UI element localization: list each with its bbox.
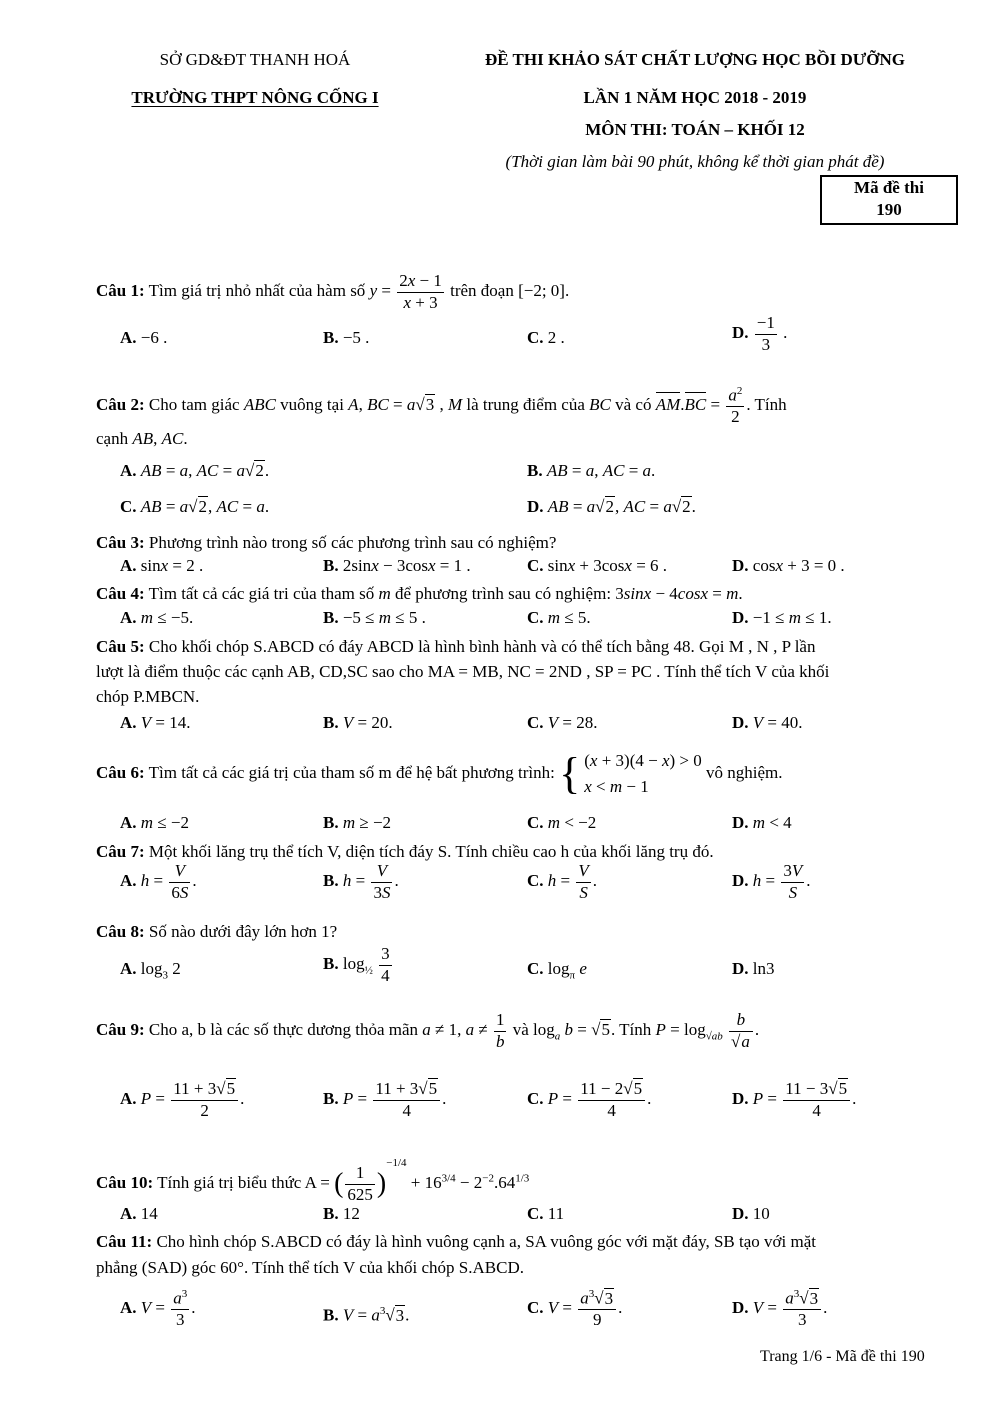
- question-text: và: [512, 1020, 529, 1040]
- question-text: vuông tại: [280, 394, 344, 414]
- question-5-line3: chóp P.MBCN.: [96, 687, 200, 706]
- option-b: B. $V = a^3√3$.: [323, 1305, 410, 1325]
- school-name: [100, 88, 410, 108]
- option-a: A. V = $\frac{a^3}{3}$ .: [120, 1288, 196, 1330]
- question-text: trên đoạn: [450, 281, 514, 301]
- question-text: là trung điểm của: [466, 394, 585, 414]
- question-label: Câu 4:: [96, 584, 145, 603]
- exam-code-box: [820, 175, 958, 225]
- question-text: Tìm giá trị nhỏ nhất của hàm số: [148, 281, 366, 301]
- option-a: A. −6 .: [120, 328, 168, 347]
- option-c: C. m < −2: [527, 813, 597, 832]
- option-b: B. 12: [323, 1204, 360, 1223]
- question-2-line2: cạnh AB, AC.: [96, 429, 188, 448]
- option-a: A. m ≤ −5.: [120, 608, 194, 627]
- question-2: Câu 2: Cho tam giác ABC vuông tại A, BC = a√3 , M là trung điểm của BC và có AM.BC = $\frac{a^2}{2}$ . Tính: [96, 385, 787, 427]
- question-text: Tính giá trị biểu thức: [157, 1173, 302, 1192]
- exam-subject: MÔN THI: TOÁN – KHỐI 12: [585, 120, 805, 139]
- department-name: SỞ GD&ĐT THANH HOÁ: [159, 50, 351, 69]
- question-text: Một khối lăng trụ thể tích V, diện tích đáy S. Tính chiều cao h của khối lăng trụ đó.: [148, 842, 714, 861]
- question-label: Câu 8:: [96, 922, 145, 941]
- exam-title: ĐỀ THI KHẢO SÁT CHẤT LƯỢNG HỌC BỒI DƯỠNG: [484, 50, 906, 69]
- option-d: D. cosx + 3 = 0 .: [732, 556, 845, 575]
- question-5-line2: lượt là điểm thuộc các cạnh AB, CD,SC sao cho MA = MB, NC = 2ND , SP = PC . Tính thể tích V của khối: [96, 662, 830, 681]
- option-a: A. 14: [120, 1204, 158, 1223]
- question-label: Câu 10:: [96, 1173, 154, 1192]
- question-text: Cho khối chóp S.ABCD có đáy ABCD là hình bình hành và có thể tích bằng 48. Gọi M , N , P lần: [148, 637, 816, 656]
- question-1: Câu 1: Tìm giá trị nhỏ nhất của hàm số y = $\frac{2x - 1}{x + 3}$ trên đoạn [−2; 0].: [96, 271, 570, 312]
- option-d: D. h = $\frac{3V}{S}$ .: [732, 861, 811, 902]
- option-b: B. V = 20.: [323, 713, 393, 732]
- option-d: D. V = $\frac{a^3√3}{3}$ .: [732, 1288, 828, 1330]
- question-text: vô nghiệm.: [706, 763, 783, 782]
- question-text: cạnh: [96, 429, 129, 448]
- question-8: [96, 921, 337, 943]
- option-b: B. P = $\frac{11 + 3√5}{4}$ .: [323, 1079, 447, 1120]
- question-11: [96, 1231, 816, 1253]
- option-b: B. AB = a, AC = a.: [527, 461, 656, 480]
- option-a: A. AB = a, AC = a√2.: [120, 461, 270, 480]
- option-d: D. V = 40.: [732, 713, 803, 732]
- question-text: Cho tam giác: [148, 394, 240, 414]
- question-10: Câu 10: Tính giá trị biểu thức A = ( $\frac{1}{625}$ )$^{-1/4} + 16^{3/4} - 2^{-2}.64^{1/3}$: [96, 1157, 530, 1204]
- question-text: để phương trình sau có nghiệm:: [395, 584, 612, 603]
- option-a: A. sinx = 2 .: [120, 556, 204, 575]
- option-d: D. $\frac{-1}{3}$ .: [732, 313, 788, 354]
- question-text: và có: [615, 394, 652, 414]
- question-9: Câu 9: Cho a, b là các số thực dương thỏa mãn a ≠ 1, a ≠ $\frac{1}{b}$ và $\log_a b = √5$. Tính $P = \log_{√ab}$ $\frac{b}{√a}$ .: [96, 1010, 760, 1051]
- question-label: Câu 3:: [96, 533, 145, 552]
- question-text: . Tính: [610, 1020, 652, 1040]
- option-a: A. $\log_3 2$: [120, 959, 181, 982]
- question-label: Câu 2:: [96, 394, 145, 414]
- option-a: A. P = $\frac{11 + 3√5}{2}$ .: [120, 1079, 245, 1120]
- question-3: [96, 532, 556, 554]
- option-c: C. $\log_\pi e$: [527, 959, 587, 982]
- option-d: D. AB = a√2, AC = a√2.: [527, 497, 696, 516]
- question-text: Tìm tất cả các giá tri của tham số: [148, 584, 375, 603]
- option-c: C. 11: [527, 1204, 565, 1223]
- option-b: B. h = $\frac{V}{3S}$ .: [323, 861, 399, 902]
- page-footer: Trang 1/6 - Mã đề thi 190: [760, 1348, 925, 1365]
- question-label: Câu 11:: [96, 1232, 153, 1251]
- question-label: Câu 7:: [96, 842, 145, 861]
- option-d: D. 10: [732, 1204, 770, 1223]
- question-text: Cho hình chóp S.ABCD có đáy là hình vuông cạnh a, SA vuông góc với mặt đáy, SB tạo với mặt: [156, 1232, 816, 1251]
- question-text: Phương trình nào trong số các phương trình sau có nghiệm?: [148, 533, 557, 552]
- question-5: [96, 636, 954, 658]
- option-c: C. sinx + 3cosx = 6 .: [527, 556, 668, 575]
- question-label: Câu 5:: [96, 637, 145, 656]
- option-d: D. ln3: [732, 959, 775, 978]
- option-a: A. V = 14.: [120, 713, 191, 732]
- option-d: D. −1 ≤ m ≤ 1.: [732, 608, 832, 627]
- question-11-line2: phẳng (SAD) góc 60°. Tính thể tích V của khối chóp S.ABCD.: [96, 1258, 524, 1277]
- option-b: B. $\log_{\frac{1}{2}}$ $\frac{3}{4}$: [323, 944, 390, 985]
- school-name-text: TRƯỜNG THPT NÔNG CỐNG I: [131, 88, 379, 107]
- option-c: C. P = $\frac{11 - 2√5}{4}$ .: [527, 1079, 652, 1120]
- option-c: C. h = $\frac{V}{S}$ .: [527, 861, 598, 902]
- question-4: Câu 4: Tìm tất cả các giá tri của tham số m để phương trình sau có nghiệm: 3sinx − 4cosx = m.: [96, 584, 743, 603]
- question-text: Số nào dưới đây lớn hơn 1?: [148, 922, 338, 941]
- option-b: B. −5 ≤ m ≤ 5 .: [323, 608, 426, 627]
- question-7: [96, 841, 714, 863]
- question-label: Câu 9:: [96, 1020, 145, 1040]
- option-c: C. V = 28.: [527, 713, 598, 732]
- time-note: (Thời gian làm bài 90 phút, không kể thời gian phát đề): [505, 152, 885, 171]
- option-c: C. V = $\frac{a^3√3}{9}$ .: [527, 1288, 623, 1330]
- option-d: D. P = $\frac{11 - 3√5}{4}$ .: [732, 1079, 857, 1120]
- option-c: C. AB = a√2, AC = a.: [120, 497, 270, 516]
- option-b: B. 2sinx − 3cosx = 1 .: [323, 556, 471, 575]
- question-label: Câu 1:: [96, 281, 145, 301]
- exam-round: LẦN 1 NĂM HỌC 2018 - 2019: [583, 88, 807, 107]
- question-6: Câu 6: Tìm tất cả các giá trị của tham số m để hệ bất phương trình: { (x + 3)(4 − x) > 0 x < m − 1 vô nghiệm.: [96, 749, 783, 799]
- question-text: . Tính: [746, 394, 787, 414]
- option-c: C. m ≤ 5.: [527, 608, 591, 627]
- exam-code-value: 190: [876, 200, 902, 219]
- option-d: D. m < 4: [732, 813, 792, 832]
- option-a: A. m ≤ −2: [120, 813, 189, 832]
- exam-code-label: Mã đề thi: [854, 178, 924, 197]
- question-text: Tìm tất cả các giá trị của tham số m để hệ bất phương trình:: [148, 763, 555, 782]
- option-c: C. 2 .: [527, 328, 565, 347]
- option-b: B. −5 .: [323, 328, 370, 347]
- option-b: B. m ≥ −2: [323, 813, 392, 832]
- question-label: Câu 6:: [96, 763, 145, 782]
- option-a: A. h = $\frac{V}{6S}$ .: [120, 861, 197, 902]
- question-text: Cho a, b là các số thực dương thỏa mãn: [148, 1020, 419, 1040]
